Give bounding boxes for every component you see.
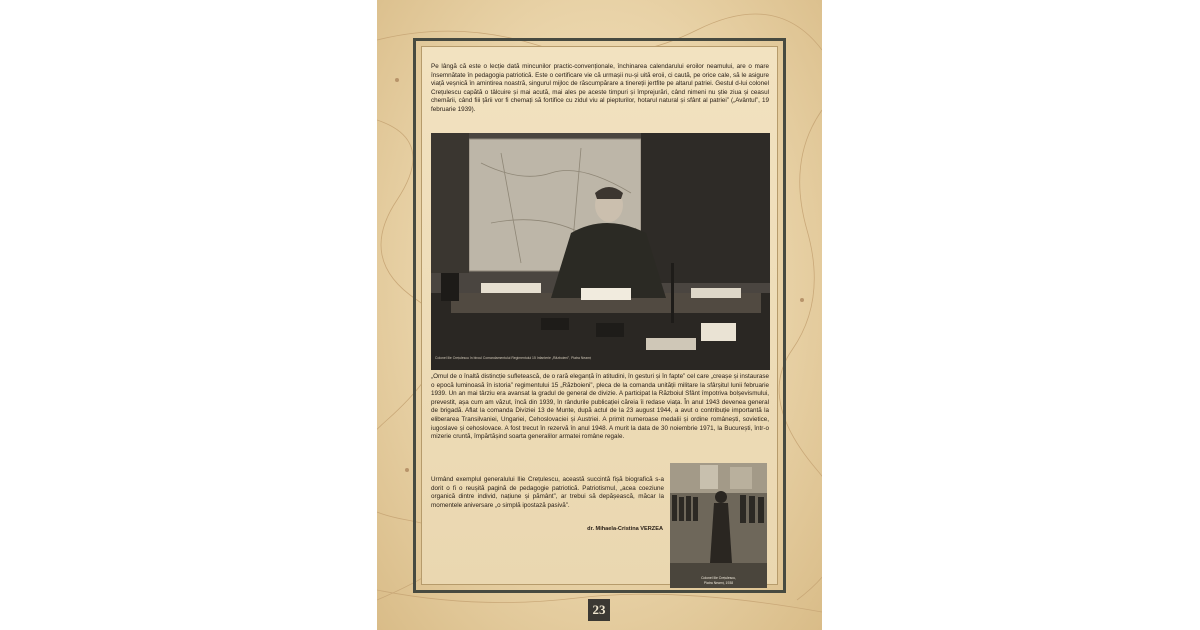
paragraph-biography: „Omul de o înaltă distincție sufletească, de o rară eleganță în atitudini, în gesturi și în fapte” cel care „creașe și instaurase o epocă luminoasă în istoria” regimentului 15 „Războieni”, pleca de la comanda unității militare la sfârșitul lunii februarie 1939. Un an mai târziu era avansat la gradul de general de divizie. A participat la Războiul Sfânt împotriva bolșevismului, prevestit, așa cum am văzut, încă din 1939, în rândurile publicației căreia îi redase viața. În anul 1943 devenea general de brigadă. Aflat la comanda Diviziei 13 de Munte, după actul de la 23 august 1944, a avut o contribuție importantă la eliberarea Transilvaniei, Ungariei, Cehoslovaciei și Austriei. A primit numeroase medalii și ordine românești, sovietice, iugoslave și cehoslovace. A fost trecut în rezervă în anul 1948. A murit la data de 30 noiembrie 1971, la București, într-o mizerie cruntă, împărtășind soarta generalilor armatei române regale. xyxy=(431,373,769,441)
secondary-photo-illustration xyxy=(670,463,767,588)
page-number: 23 xyxy=(588,599,610,621)
secondary-photo xyxy=(670,463,767,588)
main-photo-illustration xyxy=(431,133,770,370)
main-photo xyxy=(431,133,770,370)
paragraph-conclusion: Urmând exemplul generalului Ilie Crețulescu, această succintă fișă biografică s-a dorit o fi o reușită pagină de pedagogie patriotică. Patriotismul, „acea coeziune organică dintre individ, națiune și pământ”, ar trebui să depășească, măcar la momentele aniversare „o simplă ipostază pasivă”. xyxy=(431,476,664,509)
magazine-page xyxy=(377,0,822,630)
author-signature: dr. Mihaela-Cristina VERZEA xyxy=(587,526,663,532)
secondary-photo-caption: Colonel Ilie Crețulescu, Piatra Neamț, 1938 xyxy=(701,576,736,585)
paragraph-intro: Pe lângă că este o lecție dată mincunilor practic-convenționale, închinarea calendarului eroilor neamului, are o mare însemnătate în pedagogia patriotică. Este o certificare vie că urmașii nu-și uită eroii, ci caută, pe orice cale, să le asigure viață veșnică în amintirea noastră, singurul mijloc de răscumpărare a tinereții jertfite pe altarul patriei. Gestul d-lui colonel Crețulescu capătă o tâlcuire și mai acută, mai ales pe aceste timpuri și împrejurări, când nimeni nu știe ziua și ceasul chemării, când fiii țării vor fi chemați să fortifice cu zidul viu al piepturilor, hotarul natural și sfânt al patriei” („Avântul”, 19 februarie 1939). xyxy=(431,63,769,113)
main-photo-caption: Colonel Ilie Crețulescu în biroul Comandamentului Regimentului 15 Infanterie „Războieni”, Piatra Neamț xyxy=(435,356,591,360)
